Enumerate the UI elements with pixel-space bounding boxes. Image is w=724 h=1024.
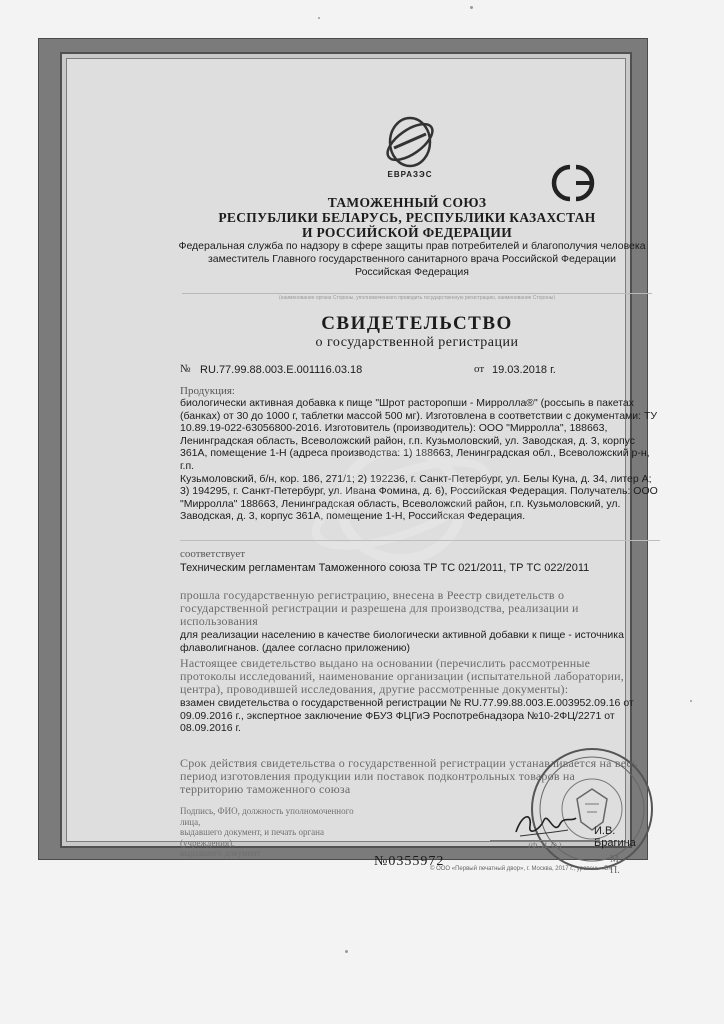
product-label: Продукция: xyxy=(180,385,235,397)
number-mark: № xyxy=(180,363,191,375)
agency-line: Российская Федерация xyxy=(355,266,469,278)
registration-line: прошла государственную регистрацию, внесена в Реестр свидетельств о xyxy=(180,588,565,602)
handwritten-signature-icon xyxy=(510,806,580,842)
agency-line: Федеральная служба по надзору в сфере защиты прав потребителей и благополучия человека xyxy=(178,240,646,252)
basis-line: протоколы исследований, наименование организации (испытательной лаборатории, xyxy=(180,669,624,683)
compliance-label: соответствует xyxy=(180,548,246,560)
eurasec-emblem-icon xyxy=(380,112,440,172)
signature-caption: (Ф. И. О.) xyxy=(490,840,600,850)
eurasec-logo-caption: ЕВРАЗЭС xyxy=(387,170,433,179)
divider xyxy=(180,540,660,546)
product-line: 361А, помещение 1-Н (адреса производства: 1) 188663, Ленинградская обл., Всеволожский р-н, г.п. xyxy=(180,447,650,472)
signatory-name: И.В. Брагина xyxy=(594,825,636,849)
stamp-place: М. П. xyxy=(610,854,622,876)
signature-label-line: выдавшего документ xyxy=(180,848,261,858)
printer-footer: © ООО «Первый печатный двор», г. Москва, 2017 г., уровень «Б» xyxy=(430,866,612,872)
product-line: биологически активная добавка к пище "Шрот расторопши - Мирролла®" (россыпь в пакетах xyxy=(180,397,634,409)
product-line: 10.89.19-022-63056800-2016. Изготовитель (производитель): ООО "Мирролла", 188663, xyxy=(180,422,608,435)
agency-caption: (наименование органа Стороны, уполномоченного проводить государственную регистрацию, наименование Стороны) xyxy=(182,293,652,301)
certificate-number: RU.77.99.88.003.Е.001116.03.18 xyxy=(200,364,363,376)
basis-text-line: 08.09.2016 г. xyxy=(180,722,241,735)
product-line: 3) 194295, г. Санкт-Петербург, ул. Ивана Фомина, д. 6), Российская Федерация. Получатель: ООО xyxy=(180,485,658,498)
registration-line: государственной регистрации и разрешена для производства, реализации и xyxy=(180,601,579,615)
certificate-date: 19.03.2018 г. xyxy=(492,364,556,376)
union-title-line: И РОССИЙСКОЙ ФЕДЕРАЦИИ xyxy=(301,225,513,240)
union-title-line: ТАМОЖЕННЫЙ СОЮЗ xyxy=(327,195,487,210)
basis-text-line: взамен свидетельства о государственной регистрации № RU.77.99.88.003.Е.003952.09.16 от xyxy=(180,697,634,709)
signature-label xyxy=(180,806,370,859)
date-label: от xyxy=(474,363,485,375)
registration-line: использования xyxy=(180,614,258,628)
basis-statement xyxy=(180,657,658,696)
validity-line: период изготовления продукции или поставок подконтрольных товаров на xyxy=(180,769,576,783)
union-title-line: РЕСПУБЛИКИ БЕЛАРУСЬ, РЕСПУБЛИКИ КАЗАХСТАН xyxy=(218,210,596,225)
document-title: СВИДЕТЕЛЬСТВО xyxy=(321,313,513,334)
watermark-emblem-icon xyxy=(306,444,496,564)
agency-line: заместитель Главного государственного санитарного врача Российской Федерации xyxy=(207,253,617,265)
serial-number: №0355972 xyxy=(374,854,445,869)
basis-text-line: 09.09.2016 г., экспертное заключение ФБУЗ ФЦГиЭ Роспотребнадзора №10-2ФЦ/2271 от xyxy=(180,709,615,722)
basis-line: центра), проводившей исследования, другие рассмотренные документы): xyxy=(180,682,569,696)
basis-line: Настоящее свидетельство выдано на основании (перечислить рассмотренные xyxy=(180,656,591,670)
union-title xyxy=(172,195,642,240)
validity-line: Срок действия свидетельства о государственной регистрации устанавливается на весь xyxy=(180,756,638,770)
registration-statement xyxy=(180,589,658,628)
usage-line: флаволигнанов. (далее согласно приложению) xyxy=(180,641,410,654)
product-line: Кузьмоловский, б/н, кор. 186, 271/1; 2) 192236, г. Санкт-Петербург, ул. Белы Куна, д. 34, литер А; xyxy=(180,472,652,485)
usage-text xyxy=(180,629,660,654)
basis-text xyxy=(180,697,660,735)
validity-line: территорию таможенного союза xyxy=(180,782,351,796)
issuing-agency xyxy=(172,240,652,279)
product-line: Ленинградская область, Всеволожский район, г.п. Кузьмоловский, ул. Заводская, д. 3, корпус xyxy=(180,434,636,447)
signature-label-line: Подпись, ФИО, должность уполномоченного лица, xyxy=(180,806,354,827)
signature-label-line: выдавшего документ, и печать органа (учреждения), xyxy=(180,827,324,848)
usage-line: для реализации населению в качестве биологически активной добавки к пище - источника xyxy=(180,629,624,641)
product-line: (банках) от 30 до 1000 г, таблетки массой 500 мг). Изготовлена в соответствии с документами: ТУ xyxy=(180,409,658,422)
compliance-text: Техническим регламентам Таможенного союза ТР ТС 021/2011, ТР ТС 022/2011 xyxy=(180,562,590,574)
document-subtitle: о государственной регистрации xyxy=(315,335,519,350)
product-line: "Мирролла" 188663, Ленинградская область, Всеволожский район, г.п. Кузьмоловский, ул. xyxy=(180,497,621,510)
product-line: Заводская, д. 3, корпус 361А, помещение 1-Н, Российская Федерация. xyxy=(180,510,526,523)
